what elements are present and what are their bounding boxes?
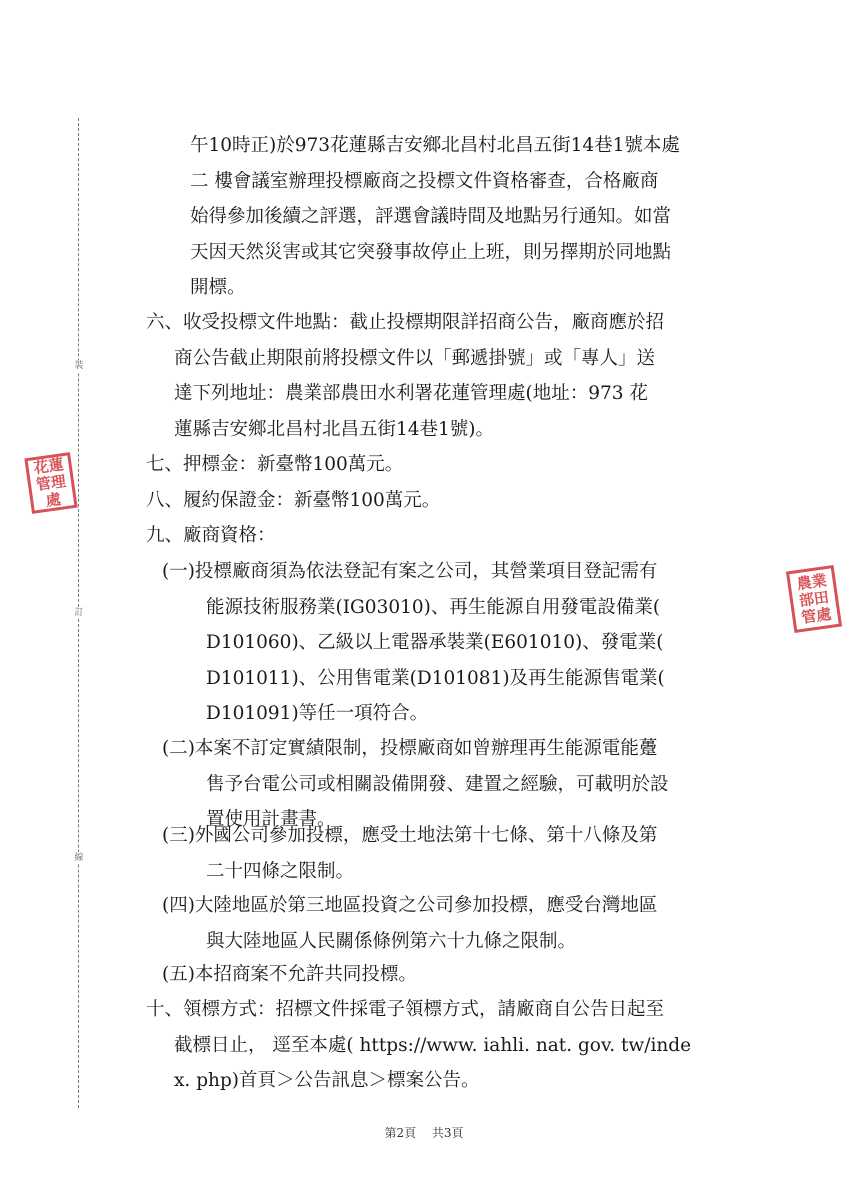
text-line: 達下列地址：農業部農田水利署花蓮管理處(地址：973 花 bbox=[174, 383, 648, 404]
text-line: 天因天然災害或其它突發事故停止上班，則另擇期於同地點 bbox=[190, 241, 672, 263]
text-line: 午10時正)於973花蓮縣吉安鄉北昌村北昌五街14巷1號本處 bbox=[190, 135, 680, 156]
section-ten bbox=[146, 992, 691, 1099]
text-line: x. php)首頁＞公告訊息＞標案公告。 bbox=[174, 1070, 480, 1091]
section-six bbox=[146, 305, 664, 447]
text-line: 置使用計畫書。 bbox=[206, 809, 336, 830]
section-heading-line: 六、收受投標文件地點：截止投標期限詳招商公告，廠商應於招 bbox=[146, 312, 665, 333]
qualification-item-3 bbox=[162, 818, 657, 889]
qualification-item-1 bbox=[162, 554, 665, 732]
text-line: 與大陸地區人民關係條例第六十九條之限制。 bbox=[206, 930, 577, 952]
text-line: 二十四條之限制。 bbox=[206, 860, 355, 882]
item-first-line: (三)外國公司參加投標，應受土地法第十七條、第十八條及第 bbox=[162, 825, 658, 846]
section-heading-line: 十、領標方式：招標文件採電子領標方式，請廠商自公告日起至 bbox=[146, 999, 665, 1020]
section-seven: 七、押標金：新臺幣100萬元。 bbox=[146, 454, 404, 475]
text-line: 始得參加後續之評選，評選會議時間及地點另行通知。如當 bbox=[190, 206, 672, 227]
text-line: 二 樓會議室辦理投標廠商之投標文件資格審查，合格廠商 bbox=[190, 170, 659, 192]
text-line: 開標。 bbox=[190, 277, 246, 298]
page-total: 共3頁 bbox=[431, 1126, 464, 1140]
page-number: 第2頁 bbox=[384, 1126, 417, 1140]
text-line: D101091)等任一項符合。 bbox=[206, 703, 429, 724]
page-footer bbox=[0, 1124, 848, 1141]
text-line: 售予台電公司或相關設備開發、建置之經驗，可載明於設 bbox=[206, 773, 669, 795]
item-first-line: (五)本招商案不允許共同投標。 bbox=[162, 964, 417, 985]
text-line: 截標日止， 逕至本處( https://www. iahli. nat. gov. tw/inde bbox=[174, 1034, 692, 1056]
text-line: 能源技術服務業(IG03010)、再生能源自用發電設備業( bbox=[206, 596, 661, 618]
qualification-item-5 bbox=[162, 957, 417, 993]
binding-char-ding: 訂 bbox=[72, 607, 86, 619]
text-line: 商公告截止期限前將投標文件以「郵遞掛號」或「專人」送 bbox=[174, 347, 656, 369]
intro-paragraph bbox=[190, 128, 680, 306]
text-line: D101060)、乙級以上電器承裝業(E601010)、發電業( bbox=[206, 632, 664, 653]
item-first-line: (四)大陸地區於第三地區投資之公司參加投標，應受台灣地區 bbox=[162, 895, 658, 916]
red-seal-left: 花蓮管理處 bbox=[24, 452, 77, 514]
text-line: D101011)、公用售電業(D101081)及再生能源售電業( bbox=[206, 667, 665, 689]
binding-char-zhuang: 裝 bbox=[72, 360, 86, 372]
section-eight: 八、履約保證金：新臺幣100萬元。 bbox=[146, 490, 441, 511]
section-nine-heading: 九、廠商資格： bbox=[146, 525, 276, 546]
qualification-item-4 bbox=[162, 888, 657, 959]
text-line: 蓮縣吉安鄉北昌村北昌五街14巷1號)。 bbox=[174, 418, 495, 440]
red-seal-right: 農業部田管處 bbox=[786, 565, 842, 633]
item-first-line: (二)本案不訂定實績限制，投標廠商如曾辦理再生能源電能躉 bbox=[162, 738, 658, 759]
binding-char-xian: 線 bbox=[72, 852, 86, 864]
item-first-line: (一)投標廠商須為依法登記有案之公司，其營業項目登記需有 bbox=[162, 561, 658, 582]
